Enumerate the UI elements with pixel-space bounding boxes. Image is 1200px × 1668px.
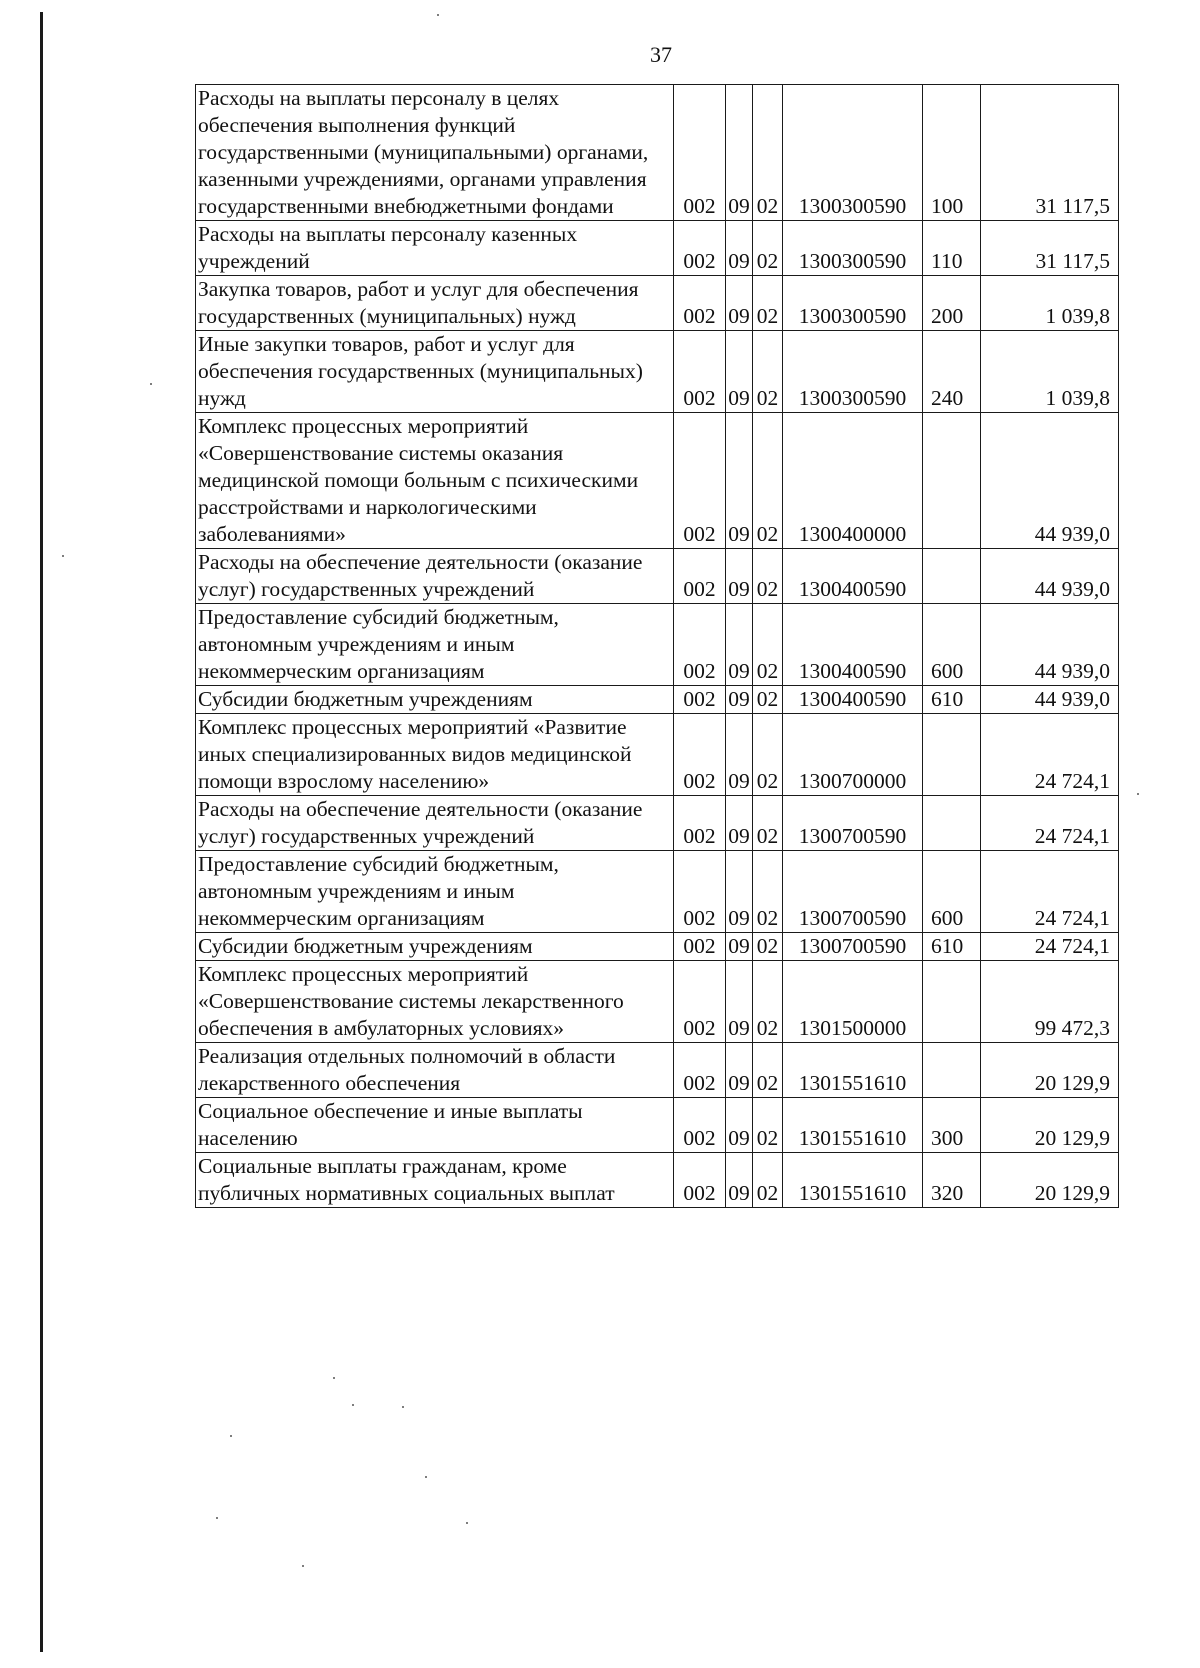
row-sum-cell: 1 039,8 xyxy=(981,276,1119,331)
row-gr-cell: 002 xyxy=(674,1153,726,1208)
scan-speck xyxy=(352,1404,354,1406)
row-rz-cell: 09 xyxy=(726,1098,753,1153)
row-gr-cell: 002 xyxy=(674,1098,726,1153)
row-sum-cell: 24 724,1 xyxy=(981,796,1119,851)
row-pr-cell: 02 xyxy=(753,796,783,851)
row-name-cell: Предоставление субсидий бюджетным, автономным учреждениям и иным некоммерческим организациям xyxy=(196,851,674,933)
row-gr-cell: 002 xyxy=(674,85,726,221)
row-rz-cell: 09 xyxy=(726,85,753,221)
row-rz-cell: 09 xyxy=(726,796,753,851)
row-pr-cell: 02 xyxy=(753,1043,783,1098)
row-csr-cell: 1300400590 xyxy=(783,604,923,686)
row-csr-cell: 1301551610 xyxy=(783,1153,923,1208)
row-csr-cell: 1301551610 xyxy=(783,1043,923,1098)
row-rz-cell: 09 xyxy=(726,1153,753,1208)
scan-speck xyxy=(425,1476,427,1478)
row-sum-cell: 24 724,1 xyxy=(981,851,1119,933)
row-csr-cell: 1300700000 xyxy=(783,714,923,796)
budget-table xyxy=(195,84,1119,1208)
row-sum-cell: 1 039,8 xyxy=(981,331,1119,413)
row-pr-cell: 02 xyxy=(753,1098,783,1153)
row-vr-cell: 200 xyxy=(923,276,981,331)
row-vr-cell: 610 xyxy=(923,933,981,961)
row-vr-cell xyxy=(923,413,981,549)
row-sum-cell: 31 117,5 xyxy=(981,85,1119,221)
row-vr-cell xyxy=(923,714,981,796)
row-name-cell: Субсидии бюджетным учреждениям xyxy=(196,686,674,714)
row-rz-cell: 09 xyxy=(726,933,753,961)
row-sum-cell: 24 724,1 xyxy=(981,714,1119,796)
table-row xyxy=(196,851,1119,933)
row-gr-cell: 002 xyxy=(674,851,726,933)
row-csr-cell: 1300700590 xyxy=(783,851,923,933)
table-row xyxy=(196,604,1119,686)
row-csr-cell: 1300300590 xyxy=(783,331,923,413)
row-rz-cell: 09 xyxy=(726,961,753,1043)
row-vr-cell: 600 xyxy=(923,851,981,933)
scan-speck xyxy=(402,1406,404,1408)
row-vr-cell: 110 xyxy=(923,221,981,276)
row-gr-cell: 002 xyxy=(674,686,726,714)
scan-speck xyxy=(230,1435,232,1437)
row-name-cell: Комплекс процессных мероприятий «Совершенствование системы оказания медицинской помощи больным с психическими расстройствами и наркологическими заболеваниями» xyxy=(196,413,674,549)
table-row xyxy=(196,1098,1119,1153)
table-row xyxy=(196,221,1119,276)
row-pr-cell: 02 xyxy=(753,413,783,549)
row-name-cell: Расходы на обеспечение деятельности (оказание услуг) государственных учреждений xyxy=(196,796,674,851)
row-csr-cell: 1300400000 xyxy=(783,413,923,549)
row-csr-cell: 1300300590 xyxy=(783,276,923,331)
scan-speck xyxy=(302,1565,304,1567)
row-pr-cell: 02 xyxy=(753,933,783,961)
row-name-cell: Комплекс процессных мероприятий «Совершенствование системы лекарственного обеспечения в амбулаторных условиях» xyxy=(196,961,674,1043)
row-rz-cell: 09 xyxy=(726,604,753,686)
table-row xyxy=(196,714,1119,796)
row-pr-cell: 02 xyxy=(753,851,783,933)
row-vr-cell: 600 xyxy=(923,604,981,686)
row-pr-cell: 02 xyxy=(753,604,783,686)
table-row xyxy=(196,1153,1119,1208)
row-sum-cell: 31 117,5 xyxy=(981,221,1119,276)
row-pr-cell: 02 xyxy=(753,961,783,1043)
scan-speck xyxy=(466,1522,468,1524)
row-name-cell: Социальные выплаты гражданам, кроме публичных нормативных социальных выплат xyxy=(196,1153,674,1208)
row-csr-cell: 1300400590 xyxy=(783,549,923,604)
row-vr-cell xyxy=(923,1043,981,1098)
row-vr-cell: 240 xyxy=(923,331,981,413)
row-name-cell: Расходы на выплаты персоналу казенных учреждений xyxy=(196,221,674,276)
row-name-cell: Иные закупки товаров, работ и услуг для обеспечения государственных (муниципальных) нужд xyxy=(196,331,674,413)
scan-speck xyxy=(1137,793,1139,795)
row-rz-cell: 09 xyxy=(726,851,753,933)
row-gr-cell: 002 xyxy=(674,1043,726,1098)
table-row xyxy=(196,796,1119,851)
row-name-cell: Комплекс процессных мероприятий «Развитие иных специализированных видов медицинской помощи взрослому населению» xyxy=(196,714,674,796)
table-row xyxy=(196,686,1119,714)
row-rz-cell: 09 xyxy=(726,714,753,796)
row-sum-cell: 44 939,0 xyxy=(981,549,1119,604)
table-row xyxy=(196,413,1119,549)
row-name-cell: Предоставление субсидий бюджетным, автономным учреждениям и иным некоммерческим организациям xyxy=(196,604,674,686)
row-csr-cell: 1300700590 xyxy=(783,933,923,961)
row-gr-cell: 002 xyxy=(674,933,726,961)
table-row xyxy=(196,549,1119,604)
table-row xyxy=(196,1043,1119,1098)
row-pr-cell: 02 xyxy=(753,549,783,604)
row-pr-cell: 02 xyxy=(753,686,783,714)
row-csr-cell: 1301500000 xyxy=(783,961,923,1043)
row-vr-cell: 320 xyxy=(923,1153,981,1208)
row-sum-cell: 20 129,9 xyxy=(981,1043,1119,1098)
row-csr-cell: 1300300590 xyxy=(783,85,923,221)
row-sum-cell: 20 129,9 xyxy=(981,1153,1119,1208)
row-sum-cell: 24 724,1 xyxy=(981,933,1119,961)
scan-speck xyxy=(216,1517,218,1519)
row-gr-cell: 002 xyxy=(674,796,726,851)
row-gr-cell: 002 xyxy=(674,276,726,331)
row-vr-cell xyxy=(923,549,981,604)
page-number: 37 xyxy=(650,42,672,67)
row-rz-cell: 09 xyxy=(726,686,753,714)
table-row xyxy=(196,85,1119,221)
row-vr-cell xyxy=(923,796,981,851)
row-vr-cell: 300 xyxy=(923,1098,981,1153)
row-sum-cell: 44 939,0 xyxy=(981,686,1119,714)
row-gr-cell: 002 xyxy=(674,549,726,604)
row-gr-cell: 002 xyxy=(674,961,726,1043)
scan-left-edge-line xyxy=(40,12,43,1652)
row-rz-cell: 09 xyxy=(726,549,753,604)
scan-speck xyxy=(437,14,439,16)
row-sum-cell: 20 129,9 xyxy=(981,1098,1119,1153)
row-pr-cell: 02 xyxy=(753,85,783,221)
row-gr-cell: 002 xyxy=(674,221,726,276)
row-pr-cell: 02 xyxy=(753,221,783,276)
row-rz-cell: 09 xyxy=(726,276,753,331)
scan-speck xyxy=(333,1377,335,1379)
row-name-cell: Расходы на выплаты персоналу в целях обеспечения выполнения функций государственными (муниципальными) органами, казенными учреждениями, органами управления государственными внебюджетными фондами xyxy=(196,85,674,221)
row-rz-cell: 09 xyxy=(726,331,753,413)
row-gr-cell: 002 xyxy=(674,413,726,549)
row-name-cell: Расходы на обеспечение деятельности (оказание услуг) государственных учреждений xyxy=(196,549,674,604)
row-csr-cell: 1300300590 xyxy=(783,221,923,276)
table-row xyxy=(196,933,1119,961)
row-rz-cell: 09 xyxy=(726,221,753,276)
table-row xyxy=(196,961,1119,1043)
row-name-cell: Реализация отдельных полномочий в области лекарственного обеспечения xyxy=(196,1043,674,1098)
row-pr-cell: 02 xyxy=(753,714,783,796)
scan-speck xyxy=(150,383,152,385)
table-row xyxy=(196,276,1119,331)
row-sum-cell: 99 472,3 xyxy=(981,961,1119,1043)
row-gr-cell: 002 xyxy=(674,604,726,686)
row-vr-cell xyxy=(923,961,981,1043)
row-name-cell: Социальное обеспечение и иные выплаты населению xyxy=(196,1098,674,1153)
table-row xyxy=(196,331,1119,413)
scan-speck xyxy=(62,555,64,557)
row-rz-cell: 09 xyxy=(726,1043,753,1098)
row-rz-cell: 09 xyxy=(726,413,753,549)
row-gr-cell: 002 xyxy=(674,714,726,796)
row-vr-cell: 100 xyxy=(923,85,981,221)
row-name-cell: Закупка товаров, работ и услуг для обеспечения государственных (муниципальных) нужд xyxy=(196,276,674,331)
row-csr-cell: 1301551610 xyxy=(783,1098,923,1153)
row-sum-cell: 44 939,0 xyxy=(981,604,1119,686)
row-sum-cell: 44 939,0 xyxy=(981,413,1119,549)
row-pr-cell: 02 xyxy=(753,1153,783,1208)
row-pr-cell: 02 xyxy=(753,331,783,413)
row-csr-cell: 1300400590 xyxy=(783,686,923,714)
row-csr-cell: 1300700590 xyxy=(783,796,923,851)
row-name-cell: Субсидии бюджетным учреждениям xyxy=(196,933,674,961)
row-gr-cell: 002 xyxy=(674,331,726,413)
row-pr-cell: 02 xyxy=(753,276,783,331)
row-vr-cell: 610 xyxy=(923,686,981,714)
